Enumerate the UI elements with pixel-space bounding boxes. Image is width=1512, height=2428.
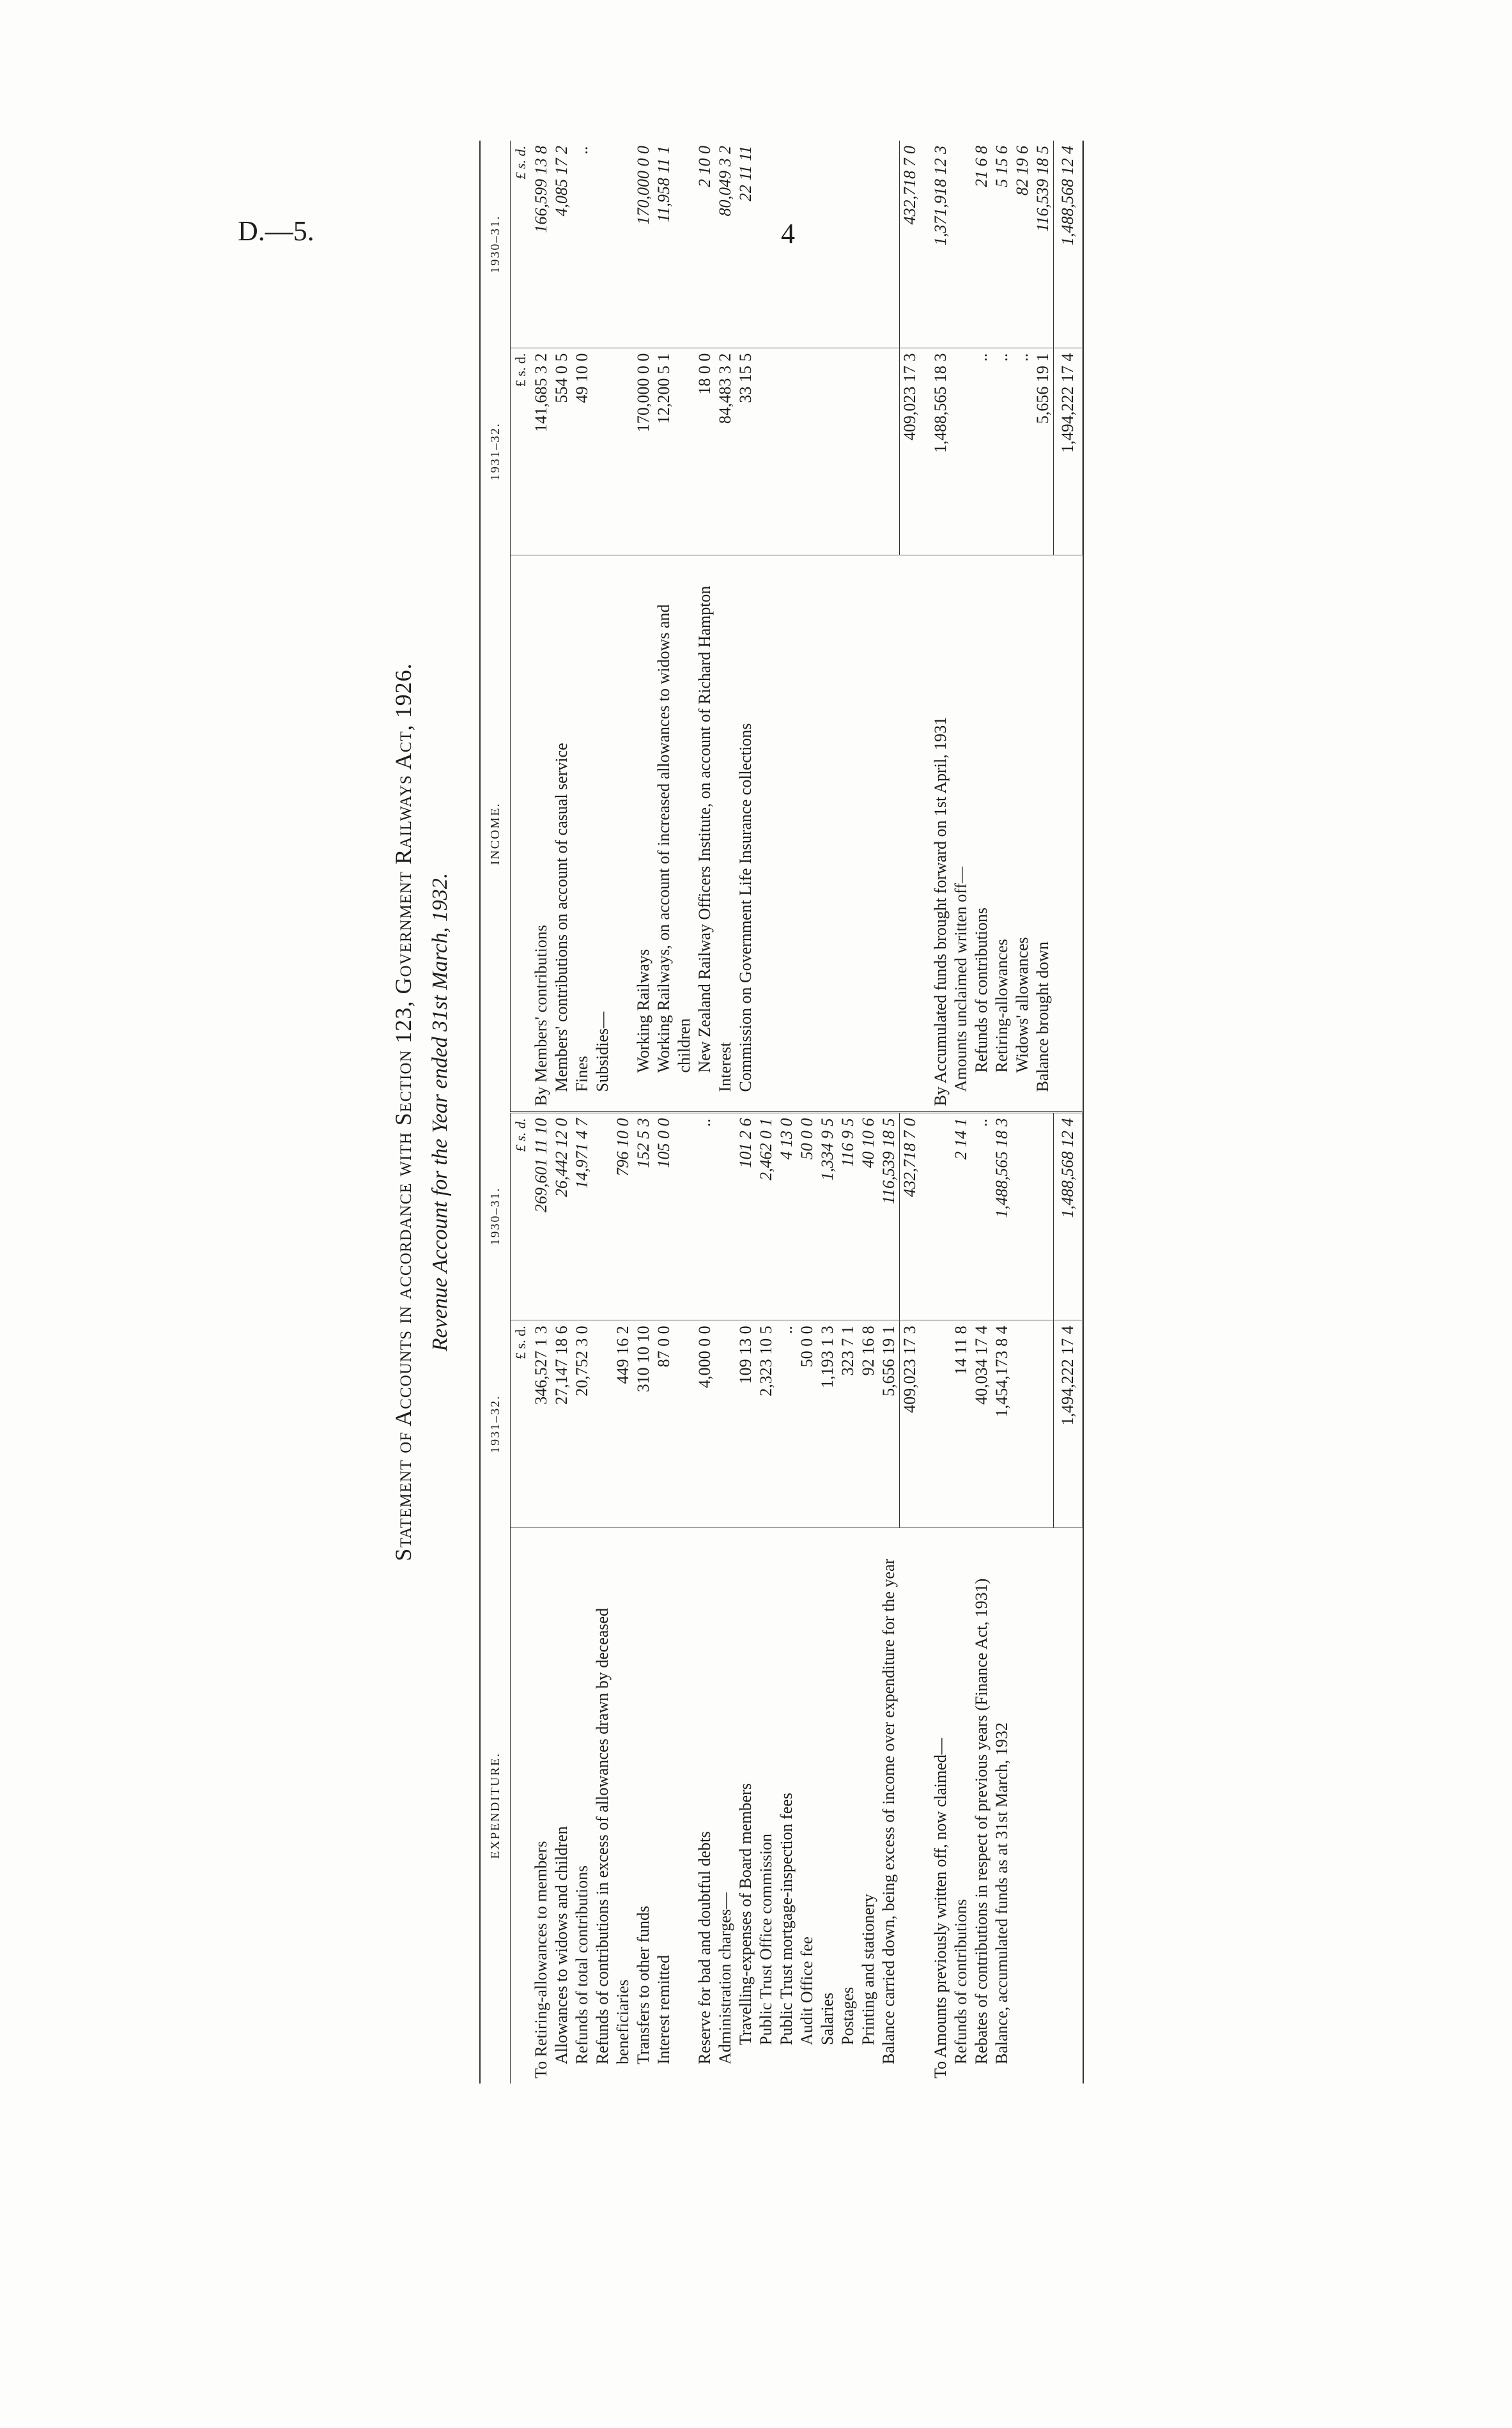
statement-subtitle: Revenue Account for the Year ended 31st March, 1932. — [428, 872, 452, 1352]
exp-label: To Amounts previously written off, now claimed— — [931, 1738, 950, 2078]
subtotal-row — [900, 141, 921, 2084]
exp-amount-1931: 116,539 18 5 — [879, 1112, 900, 1320]
exp-amount-1932: 323 7 1 — [838, 1320, 858, 1528]
inc-amount-1931: 5 15 6 — [992, 141, 1012, 348]
inc-label: Subsidies— — [592, 555, 633, 1112]
inc-amount-1931: 11,958 11 1 — [654, 141, 695, 348]
inc-subtotal-1931: 432,718 7 0 — [900, 141, 921, 348]
exp-label: Refunds of total contributions — [573, 1865, 591, 2064]
exp-amount-1932: 310 10 10 — [633, 1320, 654, 1528]
exp-amount-1931: 796 10 0 — [592, 1112, 633, 1320]
exp-amount-1931: .. — [971, 1112, 992, 1320]
inc-year-1932-header: 1931–32. — [480, 348, 511, 555]
exp-amount-1932: 87 0 0 — [654, 1320, 695, 1528]
inc-amount-1931: 116,539 18 5 — [1033, 141, 1054, 348]
inc-amount-1931: 21 6 8 — [971, 141, 992, 348]
exp-amount-1931 — [715, 1112, 736, 1320]
inc-label: Refunds of contributions — [971, 555, 992, 1112]
inc-amount-1932: 84,483 3 2 — [715, 348, 736, 555]
table-row — [992, 141, 1012, 2084]
inc-amount-1932: .. — [992, 348, 1012, 555]
inc-amount-1931: 4,085 17 2 — [552, 141, 572, 348]
grand-total-row — [1054, 141, 1083, 2084]
exp-amount-1931: 14,971 4 7 — [572, 1112, 592, 1320]
inc-amount-1931: 82 19 6 — [1012, 141, 1033, 348]
inc-amount-1931: 170,000 0 0 — [633, 141, 654, 348]
exp-label: Administration charges— — [716, 1892, 734, 2064]
exp-amount-1932: 50 0 0 — [797, 1320, 817, 1528]
table-row — [531, 141, 552, 2084]
inc-label: Amounts unclaimed written off— — [951, 555, 971, 1112]
exp-label: Salaries — [818, 1992, 837, 2045]
exp-amount-1932: 4,000 0 0 — [695, 1320, 715, 1528]
exp-1932-units: £ s. d. — [511, 1320, 532, 1528]
inc-amount-1932: 12,200 5 1 — [654, 348, 695, 555]
inc-subtotal-1932: 409,023 17 3 — [900, 348, 921, 555]
table-row — [695, 141, 715, 2084]
exp-amount-1931: 26,442 12 0 — [552, 1112, 572, 1320]
table-row — [838, 141, 858, 2084]
exp-label: Public Trust mortgage-inspection fees — [777, 1792, 796, 2045]
exp-1931-units: £ s. d. — [511, 1112, 532, 1320]
inc-amount-1932: 1,488,565 18 3 — [930, 348, 951, 555]
inc-label: Widows' allowances — [1012, 555, 1033, 1112]
page-number: 4 — [781, 218, 795, 249]
inc-total-1931: 1,488,568 12 4 — [1054, 141, 1083, 348]
exp-label: Audit Office fee — [798, 1937, 816, 2045]
expenditure-header: EXPENDITURE. — [480, 1528, 511, 2084]
exp-amount-1931: 269,601 11 10 — [531, 1112, 552, 1320]
exp-year-1931-header: 1930–31. — [480, 1112, 511, 1320]
inc-1931-units: £ s. d. — [511, 141, 532, 348]
inc-label: Retiring-allowances — [992, 555, 1012, 1112]
exp-amount-1931: 2,462 0 1 — [756, 1112, 776, 1320]
exp-amount-1931: 50 0 0 — [797, 1112, 817, 1320]
inc-amount-1932: 49 10 0 — [572, 348, 592, 555]
exp-amount-1931: 152 5 3 — [633, 1112, 654, 1320]
inc-amount-1932: 33 15 5 — [736, 348, 756, 555]
inc-amount-1931: .. — [572, 141, 592, 348]
inc-year-1931-header: 1930–31. — [480, 141, 511, 348]
inc-amount-1931 — [592, 141, 633, 348]
exp-label: Refunds of contributions — [952, 1899, 970, 2064]
inc-amount-1931: 80,049 3 2 — [715, 141, 736, 348]
inc-amount-1932: 554 0 5 — [552, 348, 572, 555]
inc-amount-1931 — [951, 141, 971, 348]
exp-amount-1931: 2 14 1 — [951, 1112, 971, 1320]
inc-label: New Zealand Railway Officers Institute, on account of Richard Hampton — [695, 555, 715, 1112]
exp-subtotal-1931: 432,718 7 0 — [900, 1112, 921, 1320]
inc-label: Working Railways — [633, 555, 654, 1112]
inc-label: Fines — [572, 555, 592, 1112]
exp-amount-1932: 14 11 8 — [951, 1320, 971, 1528]
inc-amount-1931: 1,371,918 12 3 — [930, 141, 951, 348]
income-header: INCOME. — [480, 555, 511, 1112]
table-row — [930, 141, 951, 2084]
exp-amount-1931 — [930, 1112, 951, 1320]
inc-amount-1932: .. — [1012, 348, 1033, 555]
exp-amount-1932 — [930, 1320, 951, 1528]
inc-label: Balance brought down — [1033, 555, 1054, 1112]
table-row — [817, 141, 838, 2084]
table-row — [797, 141, 817, 2084]
inc-amount-1931: 22 11 11 — [736, 141, 756, 348]
table-row — [715, 141, 736, 2084]
inc-amount-1931: 166,599 13 8 — [531, 141, 552, 348]
inc-label: By Members' contributions — [531, 555, 552, 1112]
inc-amount-1932: 5,656 19 1 — [1033, 348, 1054, 555]
exp-amount-1931: 40 10 6 — [858, 1112, 879, 1320]
exp-amount-1932: 2,323 10 5 — [756, 1320, 776, 1528]
table-row — [736, 141, 756, 2084]
exp-amount-1932: 92 16 8 — [858, 1320, 879, 1528]
exp-label: Balance carried down, being excess of income over expenditure for the year — [879, 1558, 898, 2064]
revenue-account-table — [479, 141, 1084, 2084]
exp-amount-1932: 1,193 1 3 — [817, 1320, 838, 1528]
exp-year-1932-header: 1931–32. — [480, 1320, 511, 1528]
exp-label: To Retiring-allowances to members — [532, 1841, 550, 2078]
inc-amount-1932: 170,000 0 0 — [633, 348, 654, 555]
table-row — [776, 141, 797, 2084]
exp-amount-1932: 1,454,173 8 4 — [992, 1320, 1012, 1528]
table-row — [633, 141, 654, 2084]
inc-amount-1931: 2 10 0 — [695, 141, 715, 348]
exp-amount-1931: 1,334 9 5 — [817, 1112, 838, 1320]
inc-amount-1932 — [951, 348, 971, 555]
table-row — [1033, 141, 1054, 2084]
table-row — [756, 141, 776, 2084]
inc-amount-1932 — [592, 348, 633, 555]
exp-amount-1932: 40,034 17 4 — [971, 1320, 992, 1528]
exp-label: Transfers to other funds — [634, 1905, 652, 2064]
exp-label: Reserve for bad and doubtful debts — [695, 1831, 714, 2064]
exp-label: Interest remitted — [654, 1954, 673, 2064]
exp-label: Public Trust Office commission — [757, 1833, 775, 2045]
exp-amount-1931: .. — [695, 1112, 715, 1320]
page-reference: D.—5. — [238, 215, 314, 247]
table-row — [971, 141, 992, 2084]
inc-label: Working Railways, on account of increased allowances to widows and children — [654, 555, 695, 1112]
inc-amount-1932: 141,685 3 2 — [531, 348, 552, 555]
exp-amount-1931: 4 13 0 — [776, 1112, 797, 1320]
exp-label: Travelling-expenses of Board members — [736, 1783, 755, 2045]
exp-total-1932: 1,494,222 17 4 — [1054, 1320, 1083, 1528]
inc-1932-units: £ s. d. — [511, 348, 532, 555]
inc-total-1932: 1,494,222 17 4 — [1054, 348, 1083, 555]
exp-label: Postages — [838, 1987, 857, 2045]
exp-label: Printing and stationery — [859, 1894, 877, 2045]
rotated-statement — [390, 141, 1157, 2084]
inc-amount-1932: .. — [971, 348, 992, 555]
table-row — [592, 141, 633, 2084]
table-row — [654, 141, 695, 2084]
exp-amount-1932: .. — [776, 1320, 797, 1528]
exp-amount-1932: 449 16 2 — [592, 1320, 633, 1528]
exp-amount-1932: 20,752 3 0 — [572, 1320, 592, 1528]
table-row — [858, 141, 879, 2084]
exp-amount-1932 — [715, 1320, 736, 1528]
exp-subtotal-1932: 409,023 17 3 — [900, 1320, 921, 1528]
table-row — [951, 141, 971, 2084]
table-row — [572, 141, 592, 2084]
exp-label: Allowances to widows and children — [552, 1826, 571, 2064]
exp-amount-1931: 101 2 6 — [736, 1112, 756, 1320]
inc-label: Members' contributions on account of casual service — [552, 555, 572, 1112]
exp-amount-1932: 27,147 18 6 — [552, 1320, 572, 1528]
exp-total-1931: 1,488,568 12 4 — [1054, 1112, 1083, 1320]
exp-amount-1931: 116 9 5 — [838, 1112, 858, 1320]
exp-amount-1931: 1,488,565 18 3 — [992, 1112, 1012, 1320]
table-row — [552, 141, 572, 2084]
exp-amount-1931: 105 0 0 — [654, 1112, 695, 1320]
exp-label: Balance, accumulated funds as at 31st March, 1932 — [992, 1722, 1011, 2064]
inc-label: Interest — [715, 555, 736, 1112]
inc-amount-1932: 18 0 0 — [695, 348, 715, 555]
table-row — [1012, 141, 1033, 2084]
exp-amount-1932: 346,527 1 3 — [531, 1320, 552, 1528]
exp-label: Rebates of contributions in respect of previous years (Finance Act, 1931) — [972, 1578, 991, 2064]
table-row — [879, 141, 900, 2084]
exp-amount-1932: 109 13 0 — [736, 1320, 756, 1528]
inc-label: Commission on Government Life Insurance collections — [736, 555, 756, 1112]
exp-amount-1932: 5,656 19 1 — [879, 1320, 900, 1528]
exp-label: Refunds of contributions in excess of allowances drawn by deceased beneficiaries — [593, 1607, 632, 2064]
inc-label: By Accumulated funds brought forward on 1st April, 1931 — [930, 555, 951, 1112]
statement-title: Statement of Accounts in accordance with Section 123, Government Railways Act, 1926. — [390, 663, 416, 1561]
